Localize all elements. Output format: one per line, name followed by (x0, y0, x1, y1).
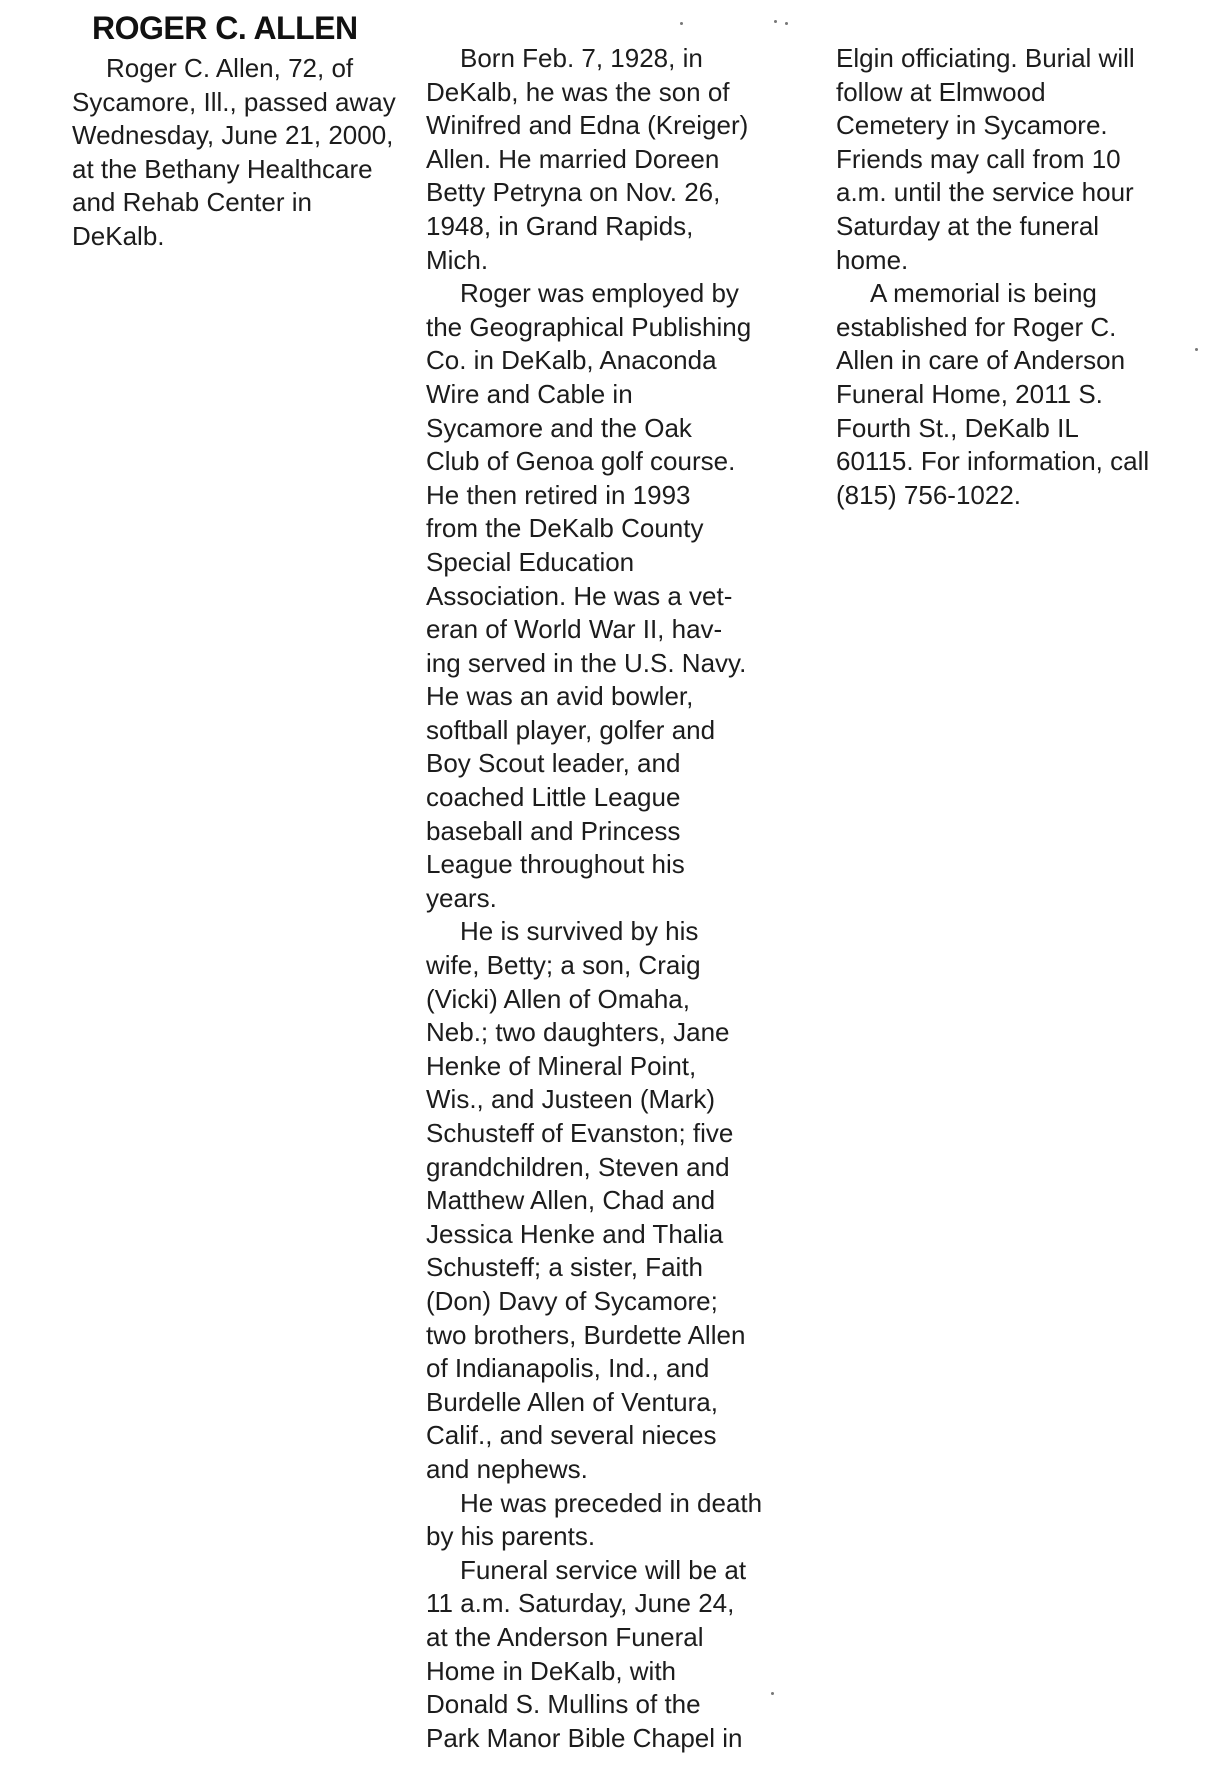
text-line: Schusteff of Evanston; five (426, 1118, 734, 1148)
text-line: Henke of Mineral Point, (426, 1050, 697, 1081)
text-line: Association. He was a vet- (426, 580, 733, 611)
text-line: Club of Genoa golf course. (426, 446, 736, 477)
text-line: Donald S. Mullins of the (426, 1689, 701, 1720)
text-line: Cemetery in Sycamore. (836, 110, 1108, 141)
paragraph-burial (836, 42, 1149, 277)
text-line: (Don) Davy of Sycamore; (426, 1285, 718, 1316)
text-line: Wire and Cable in (426, 378, 633, 409)
text-line: Park Manor Bible Chapel in (426, 1722, 743, 1753)
text-line: grandchildren, Steven and (426, 1151, 730, 1182)
text-line: Born Feb. 7, 1928, in (460, 43, 703, 73)
text-line: Jessica Henke and Thalia (426, 1218, 724, 1249)
text-line: eran of World War II, hav- (426, 614, 723, 645)
text-line: Wis., and Justeen (Mark) (426, 1084, 715, 1115)
text-line: Allen. He married Doreen (426, 143, 720, 174)
text-line: Burdelle Allen of Ventura, (426, 1386, 718, 1417)
column-2-text (426, 42, 762, 1755)
scan-speck (774, 20, 777, 23)
text-line: League throughout his (426, 849, 685, 880)
text-line: Saturday at the funeral (836, 210, 1100, 241)
text-line: Elgin officiating. Burial will (836, 43, 1135, 73)
text-line: Boy Scout leader, and (426, 748, 681, 779)
text-line: DeKalb, he was the son of (426, 76, 730, 107)
paragraph-career (426, 277, 762, 915)
text-line: established for Roger C. (836, 311, 1117, 342)
text-line: DeKalb. (72, 220, 165, 251)
text-line: Neb.; two daughters, Jane (426, 1017, 730, 1048)
text-line: He then retired in 1993 (426, 479, 691, 510)
text-line: He is survived by his (460, 916, 699, 947)
text-line: Home in DeKalb, with (426, 1655, 676, 1686)
text-line: at the Anderson Funeral (426, 1621, 704, 1652)
paragraph-funeral (426, 1554, 762, 1756)
text-line: 11 a.m. Saturday, June 24, (426, 1588, 735, 1619)
text-line: Mich. (426, 244, 489, 275)
text-line: wife, Betty; a son, Craig (426, 950, 701, 981)
text-line: Fourth St., DeKalb IL (836, 412, 1079, 443)
text-line: Schusteff; a sister, Faith (426, 1252, 703, 1283)
text-line: softball player, golfer and (426, 714, 716, 745)
text-line: Sycamore, Ill., passed away (72, 86, 396, 117)
paragraph-birth (426, 42, 762, 277)
text-line: two brothers, Burdette Allen (426, 1319, 746, 1350)
paragraph-intro (72, 52, 396, 254)
text-line: (815) 756-1022. (836, 479, 1022, 510)
text-line: Sycamore and the Oak (426, 412, 692, 443)
text-line: the Geographical Publishing (426, 311, 752, 342)
text-line: home. (836, 244, 909, 275)
text-line: and nephews. (426, 1453, 588, 1484)
text-line: He was preceded in death (460, 1487, 763, 1518)
text-line: from the DeKalb County (426, 513, 704, 544)
text-line: and Rehab Center in (72, 187, 312, 218)
text-line: Co. in DeKalb, Anaconda (426, 345, 717, 376)
text-line: of Indianapolis, Ind., and (426, 1353, 710, 1384)
text-line: coached Little League (426, 782, 681, 813)
text-line: 60115. For information, call (836, 446, 1150, 477)
obituary-headline: ROGER C. ALLEN (92, 10, 358, 46)
text-line: Funeral service will be at (460, 1554, 747, 1585)
text-line: Roger was employed by (460, 278, 739, 309)
text-line: Betty Petryna on Nov. 26, (426, 177, 721, 208)
text-line: (Vicki) Allen of Omaha, (426, 983, 690, 1014)
text-line: Matthew Allen, Chad and (426, 1185, 716, 1216)
text-line: baseball and Princess (426, 815, 681, 846)
text-line: by his parents. (426, 1521, 596, 1552)
text-line: Winifred and Edna (Kreiger) (426, 110, 749, 141)
scan-speck (680, 22, 683, 25)
paragraph-survivors (426, 915, 762, 1486)
text-line: a.m. until the service hour (836, 177, 1134, 208)
scan-speck (785, 22, 788, 25)
paragraph-memorial (836, 277, 1149, 512)
text-line: ing served in the U.S. Navy. (426, 647, 747, 678)
scan-speck (771, 1692, 774, 1695)
text-line: He was an avid bowler, (426, 681, 694, 712)
text-line: A memorial is being (870, 278, 1097, 309)
text-line: Special Education (426, 546, 635, 577)
text-line: Funeral Home, 2011 S. (836, 378, 1103, 409)
text-line: years. (426, 882, 497, 913)
text-line: Allen in care of Anderson (836, 345, 1126, 376)
text-line: 1948, in Grand Rapids, (426, 210, 694, 241)
text-line: at the Bethany Healthcare (72, 153, 373, 184)
paragraph-preceded (426, 1487, 762, 1554)
text-line: Calif., and several nieces (426, 1420, 717, 1451)
text-line: Friends may call from 10 (836, 143, 1121, 174)
scan-speck (1195, 348, 1198, 351)
text-line: Roger C. Allen, 72, of (106, 53, 354, 83)
text-line: Wednesday, June 21, 2000, (72, 120, 394, 151)
text-line: follow at Elmwood (836, 76, 1046, 107)
column-3-text (836, 42, 1149, 512)
